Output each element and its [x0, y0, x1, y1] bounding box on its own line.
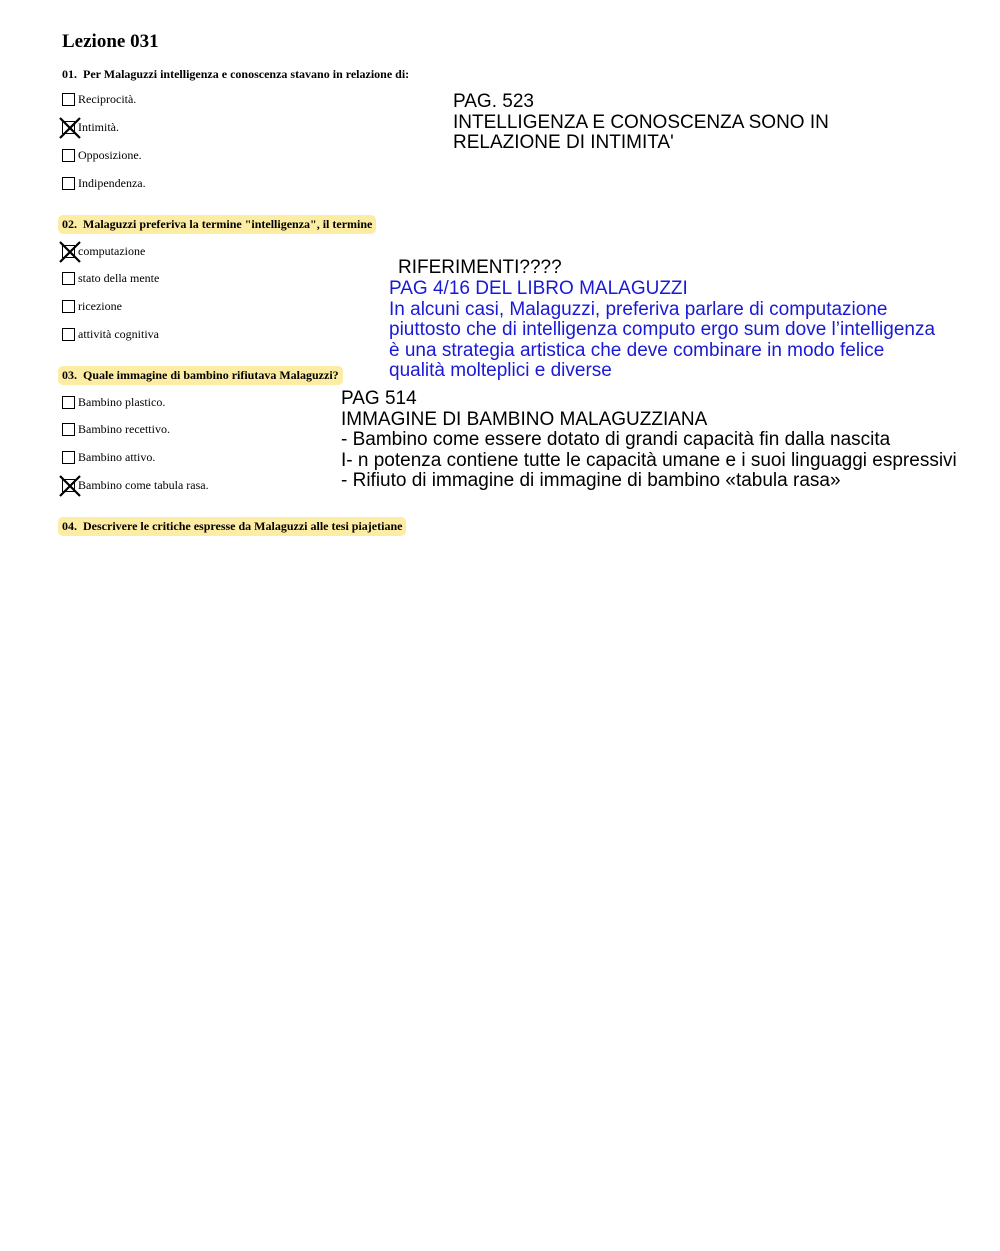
question-number: 04.: [62, 519, 77, 533]
question-text: Per Malaguzzi intelligenza e conoscenza stavano in relazione di:: [83, 67, 410, 81]
note-line: - Rifiuto di immagine di immagine di bambino «tabula rasa»: [341, 470, 841, 491]
option-stato-della-mente[interactable]: [62, 270, 159, 286]
annotation-note-computazione: [389, 279, 935, 382]
cross-mark-icon: [58, 116, 82, 140]
option-bambino-tabula-rasa[interactable]: [62, 477, 209, 493]
checkbox[interactable]: [62, 272, 75, 285]
option-label: Opposizione.: [78, 148, 142, 162]
note-line: PAG. 523: [453, 91, 534, 112]
note-line: - Bambino come essere dotato di grandi capacità fin dalla nascita: [341, 429, 891, 450]
question-text: Descrivere le critiche espresse da Malaguzzi alle tesi piajetiane: [83, 519, 403, 533]
question-number: 03.: [62, 368, 77, 382]
option-label: Intimità.: [78, 120, 119, 134]
note-line: RELAZIONE DI INTIMITA': [453, 132, 674, 153]
note-line: In alcuni casi, Malaguzzi, preferiva parlare di computazione: [389, 298, 888, 320]
question-3: [58, 366, 343, 385]
checkbox[interactable]: [62, 451, 75, 464]
note-line: PAG 514: [341, 388, 417, 409]
question-4: [58, 517, 406, 536]
page-title: Lezione 031: [62, 31, 159, 52]
question-number: 02.: [62, 217, 77, 231]
question-text: Quale immagine di bambino rifiutava Malaguzzi?: [83, 368, 339, 382]
checkbox-checked[interactable]: [62, 121, 75, 134]
question-text: Malaguzzi preferiva la termine "intelligenza", il termine: [83, 217, 373, 231]
option-label: Indipendenza.: [78, 176, 146, 190]
checkbox[interactable]: [62, 149, 75, 162]
option-label: Bambino attivo.: [78, 450, 156, 464]
note-line: RIFERIMENTI????: [398, 257, 562, 278]
option-indipendenza[interactable]: [62, 175, 146, 191]
checkbox[interactable]: [62, 328, 75, 341]
option-label: Bambino come tabula rasa.: [78, 478, 209, 492]
annotation-riferimenti-header: [398, 258, 562, 279]
option-bambino-plastico[interactable]: [62, 394, 165, 410]
option-opposizione[interactable]: [62, 147, 142, 163]
option-label: Bambino recettivo.: [78, 422, 170, 436]
annotation-note-intimita: [453, 92, 829, 154]
checkbox[interactable]: [62, 177, 75, 190]
checkbox[interactable]: [62, 300, 75, 313]
checkbox-checked[interactable]: [62, 245, 75, 258]
option-label: Bambino plastico.: [78, 395, 166, 409]
option-attivita-cognitiva[interactable]: [62, 326, 159, 342]
option-label: ricezione: [78, 299, 122, 313]
annotation-note-bambino: [341, 389, 957, 492]
checkbox[interactable]: [62, 396, 75, 409]
option-intimita[interactable]: [62, 119, 119, 135]
note-line: IMMAGINE DI BAMBINO MALAGUZZIANA: [341, 408, 708, 430]
cross-mark-icon: [58, 240, 82, 264]
checkbox[interactable]: [62, 423, 75, 436]
question-2: [58, 215, 376, 234]
option-reciprocita[interactable]: [62, 91, 136, 107]
option-label: computazione: [78, 244, 146, 258]
option-label: stato della mente: [78, 271, 160, 285]
checkbox-checked[interactable]: [62, 479, 75, 492]
note-line: INTELLIGENZA E CONOSCENZA SONO IN: [453, 111, 829, 133]
question-1: [58, 65, 413, 84]
checkbox[interactable]: [62, 93, 75, 106]
note-line: PAG 4/16 DEL LIBRO MALAGUZZI: [389, 278, 688, 299]
option-ricezione[interactable]: [62, 298, 122, 314]
note-line: piuttosto che di intelligenza computo ergo sum dove l’intelligenza: [389, 319, 936, 340]
option-label: Reciprocità.: [78, 92, 137, 106]
cross-mark-icon: [58, 474, 82, 498]
option-computazione[interactable]: [62, 243, 145, 259]
option-bambino-recettivo[interactable]: [62, 421, 170, 437]
option-bambino-attivo[interactable]: [62, 449, 155, 465]
question-number: 01.: [62, 67, 77, 81]
note-line: è una strategia artistica che deve combinare in modo felice: [389, 339, 885, 361]
note-line: qualità molteplici e diverse: [389, 360, 612, 381]
note-line: I- n potenza contiene tutte le capacità umane e i suoi linguaggi espressivi: [341, 449, 957, 471]
option-label: attività cognitiva: [78, 327, 159, 341]
